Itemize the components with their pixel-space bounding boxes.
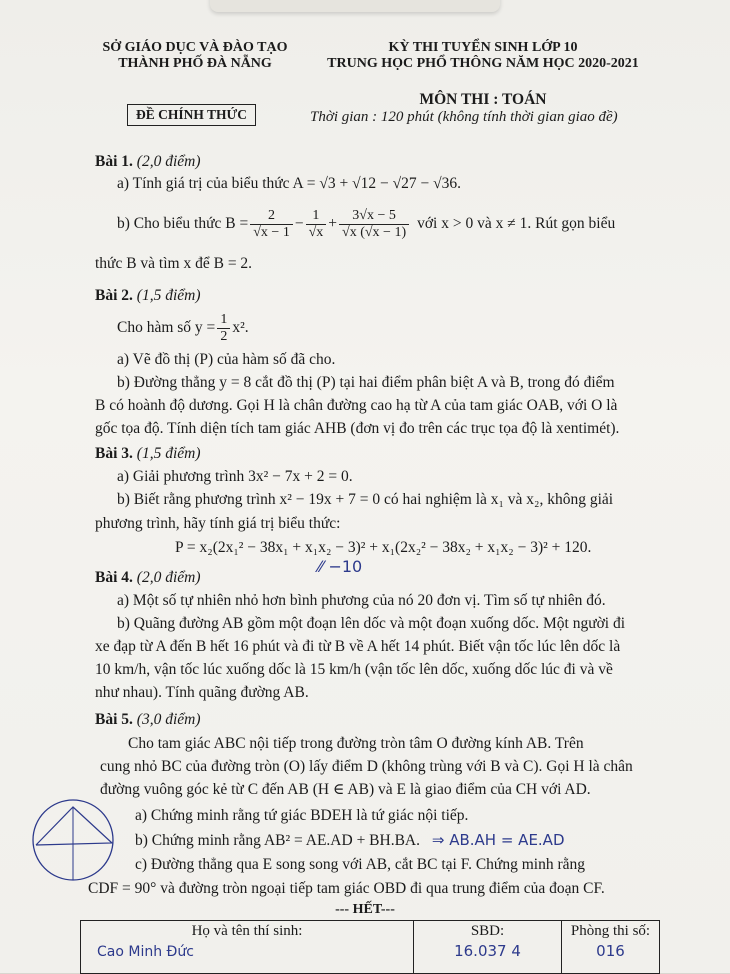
room-label: Phòng thi số: xyxy=(570,923,651,939)
bai5-para-2: cung nhỏ BC của đường tròn (O) lấy điểm D (không trùng với B và C). Gọi H là chân xyxy=(100,758,633,775)
bai2-intro xyxy=(117,308,249,348)
name-cell xyxy=(81,921,414,974)
school-year: TRUNG HỌC PHỔ THÔNG NĂM HỌC 2020-2021 xyxy=(327,56,639,71)
bai4-part-a: a) Một số tự nhiên nhỏ hơn bình phương của nó 20 đơn vị. Tìm số tự nhiên đó. xyxy=(117,592,606,609)
bai5-part-b-text: b) Chứng minh rằng AB² = AE.AD + BH.BA. xyxy=(135,832,420,849)
bai4-part-b-3: 10 km/h, vận tốc lúc xuống dốc là 15 km/h (vận tốc lên dốc, xuống dốc lúc đi và về xyxy=(95,661,613,678)
fraction-1 xyxy=(250,208,293,241)
room-value: 016 xyxy=(596,942,625,960)
city-name: THÀNH PHỐ ĐÀ NẴNG xyxy=(118,56,272,71)
bai2-points: (1,5 điểm) xyxy=(136,287,201,304)
bai2-part-b-1: b) Đường thẳng y = 8 cắt đồ thị (P) tại hai điểm phân biệt A và B, trong đó điểm xyxy=(117,374,615,391)
sbd-label: SBD: xyxy=(470,923,505,939)
handwritten-minus-10: −10 xyxy=(328,557,363,576)
fraction-3-num: 3√x − 5 xyxy=(339,208,409,225)
bai3-part-b-1: b) Biết rằng phương trình x² − 19x + 7 = 0 có hai nghiệm là x₁ và x₂, không giải xyxy=(117,491,614,508)
handwritten-note-bai5: ⇒ AB.AH = AE.AD xyxy=(431,831,565,849)
hand-drawn-circle-triangle-sketch xyxy=(28,795,118,885)
plus-sign: + xyxy=(328,215,338,232)
bai5-heading xyxy=(95,710,200,730)
bai2-part-a: a) Vẽ đồ thị (P) của hàm số đã cho. xyxy=(117,351,336,368)
end-marker: --- HẾT--- xyxy=(335,902,395,917)
bai1-part-b-cont: thức B và tìm x để B = 2. xyxy=(95,255,253,272)
time-allowed: Thời gian : 120 phút (không tính thời gian giao đề) xyxy=(310,109,618,125)
fraction-3-den: √x (√x − 1) xyxy=(342,224,407,240)
fraction-2-den: √x xyxy=(308,224,324,240)
bai4-part-b-4: như nhau). Tính quãng đường AB. xyxy=(95,684,309,701)
fraction-3 xyxy=(339,208,409,241)
bai3-title: Bài 3. xyxy=(95,445,133,462)
bai4-title: Bài 4. xyxy=(95,569,133,586)
bai5-para-1: Cho tam giác ABC nội tiếp trong đường tròn tâm O đường kính AB. Trên xyxy=(128,735,584,752)
bai3-heading xyxy=(95,444,200,464)
bai1-b-suffix: với x > 0 và x ≠ 1. Rút gọn biểu xyxy=(417,215,616,232)
half-fraction-num: 1 xyxy=(217,312,230,329)
fraction-2 xyxy=(306,208,327,241)
bai3-formula: P = x₂(2x₁² − 38x₁ + x₁x₂ − 3)² + x₁(2x₂² − 38x₂ + x₁x₂ − 3)² + 120. xyxy=(175,539,592,556)
bai2-title: Bài 2. xyxy=(95,287,133,304)
bai3-part-a: a) Giải phương trình 3x² − 7x + 2 = 0. xyxy=(117,468,353,485)
bai5-para-3: đường vuông góc kẻ từ C đến AB (H ∈ AB) và E là giao điểm của CH với AD. xyxy=(100,781,591,798)
bai2-intro-prefix: Cho hàm số y = xyxy=(117,319,216,336)
half-fraction-den: 2 xyxy=(220,328,228,344)
room-cell xyxy=(562,921,660,974)
bai3-part-b-2: phương trình, hãy tính giá trị biểu thức: xyxy=(95,515,341,532)
name-value: Cao Minh Đức xyxy=(97,944,194,960)
bai5-title: Bài 5. xyxy=(95,711,133,728)
sketch-triangle xyxy=(36,807,112,845)
bai1-b-prefix: b) Cho biểu thức B = xyxy=(117,215,249,232)
sbd-value: 16.037 4 xyxy=(454,942,521,960)
bai1-part-a: a) Tính giá trị của biểu thức A = √3 + √12 − √27 − √36. xyxy=(117,175,462,192)
subject-title: MÔN THI : TOÁN xyxy=(419,91,547,108)
half-fraction xyxy=(217,312,230,345)
bai4-points: (2,0 điểm) xyxy=(136,569,201,586)
bai5-part-c-1: c) Đường thẳng qua E song song với AB, cắt BC tại F. Chứng minh rằng xyxy=(135,856,585,873)
bai1-heading xyxy=(95,152,200,172)
bai1-points: (2,0 điểm) xyxy=(136,153,201,170)
fraction-2-num: 1 xyxy=(306,208,327,225)
tape-strip xyxy=(210,0,500,12)
fraction-1-den: √x − 1 xyxy=(253,224,290,240)
sbd-cell xyxy=(414,921,562,974)
bai5-part-b xyxy=(135,830,565,851)
fraction-1-num: 2 xyxy=(250,208,293,225)
official-exam-label: ĐỀ CHÍNH THỨC xyxy=(127,104,256,126)
bai5-part-a: a) Chứng minh rằng tứ giác BDEH là tứ giác nội tiếp. xyxy=(135,807,469,824)
bai4-part-b-2: xe đạp từ A đến B hết 16 phút và đi từ B về A hết 14 phút. Biết vận tốc lúc lên dốc là xyxy=(95,638,621,655)
bai2-intro-suffix: x². xyxy=(232,319,249,336)
bai2-heading xyxy=(95,286,200,306)
bai2-part-b-2: B có hoành độ dương. Gọi H là chân đường cao hạ từ A của tam giác OAB, với O là xyxy=(95,397,618,414)
exam-name: KỲ THI TUYỂN SINH LỚP 10 xyxy=(388,40,578,55)
bai4-heading xyxy=(95,568,200,588)
bai3-points: (1,5 điểm) xyxy=(136,445,201,462)
bai5-points: (3,0 điểm) xyxy=(136,711,201,728)
bai1-part-b xyxy=(117,200,615,248)
bai1-title: Bài 1. xyxy=(95,153,133,170)
bai5-part-c-2: CDF = 90° và đường tròn ngoại tiếp tam giác OBD đi qua trung điểm của đoạn CF. xyxy=(88,880,605,897)
candidate-info-table xyxy=(80,920,660,974)
handwritten-note-bai3 xyxy=(318,557,362,576)
bai2-part-b-3: gốc tọa độ. Tính diện tích tam giác AHB (đơn vị đo trên các trục tọa độ là xentimét). xyxy=(95,420,620,437)
handwritten-scribble: ⁄⁄ xyxy=(318,557,324,576)
department-name: SỞ GIÁO DỤC VÀ ĐÀO TẠO xyxy=(102,40,288,55)
minus-sign: − xyxy=(294,215,304,232)
bai4-part-b-1: b) Quãng đường AB gồm một đoạn lên dốc và một đoạn xuống dốc. Một người đi xyxy=(117,615,626,632)
name-label: Họ và tên thí sinh: xyxy=(191,923,303,939)
